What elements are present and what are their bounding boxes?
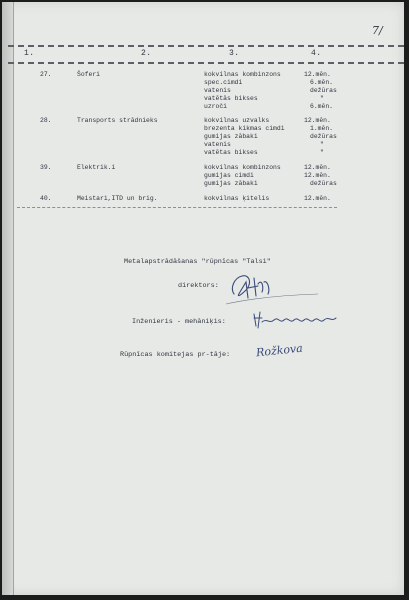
header-rule	[8, 62, 404, 64]
item-name: uzroči	[204, 103, 228, 110]
row-title: Šoferi	[77, 71, 101, 78]
binding-edge	[2, 2, 14, 595]
engineer-label: Inženieris - mehāniķis:	[132, 318, 226, 326]
item-name: vatētas bikses	[204, 149, 258, 156]
committee-label: Rūpnīcas komitejas pr-tāje:	[120, 351, 231, 359]
item-term: 6.mēn.	[310, 79, 334, 86]
item-name: vatētās bikses	[204, 95, 258, 102]
signature-flourish	[224, 292, 320, 306]
row-title: Meistari,ITD un brig.	[77, 195, 158, 202]
item-name: gumijas zābaki	[204, 180, 258, 187]
item-term: 1.mēn.	[310, 125, 334, 132]
item-term: 12.mēn.	[304, 164, 331, 171]
item-name: kokvilnas ķitelis	[204, 195, 270, 202]
row-title: Elektrik.i	[77, 164, 116, 171]
enterprise-line: Metalapstrādāšanas "rūpnīcas "Talsi"	[124, 258, 271, 266]
item-name: brezenta kikmas cimdi	[204, 125, 285, 132]
row-number: 27.	[40, 71, 52, 78]
item-name: kokvilnas kombinzons	[204, 71, 281, 78]
item-name: kokvilnas uzvalks	[204, 117, 270, 124]
column-header-3: 3.	[229, 49, 240, 58]
item-term: 12.mēn.	[304, 117, 331, 124]
column-header-4: 4.	[311, 49, 322, 58]
director-label: direktors:	[178, 282, 219, 290]
item-term: dežūras	[310, 180, 337, 187]
item-name: vatenis	[204, 141, 231, 148]
item-name: gumijas cimdi	[204, 172, 254, 179]
item-term: dežūras	[310, 87, 337, 94]
item-term: 12.mēn.	[304, 195, 331, 202]
top-rule	[8, 45, 404, 47]
item-term: dežūras	[310, 133, 337, 140]
row-number: 40.	[40, 195, 52, 202]
item-term: "	[320, 141, 324, 148]
item-term: 12.mēn.	[304, 71, 331, 78]
row-number: 28.	[40, 117, 52, 124]
page-number: 7/	[372, 24, 383, 37]
row-number: 39.	[40, 164, 52, 171]
item-name: vatenis	[204, 87, 231, 94]
engineer-signature	[250, 308, 342, 330]
table-bottom-rule	[17, 207, 337, 208]
item-name: kokvilnas kombinzons	[204, 164, 281, 171]
item-name: gumijas zābaki	[204, 133, 258, 140]
row-title: Transports strādnieks	[77, 117, 158, 124]
item-name: spec.cimdi	[204, 79, 243, 86]
column-header-1: 1.	[24, 49, 35, 58]
item-term: 6.mēn.	[310, 103, 334, 110]
document-page	[2, 2, 404, 595]
column-header-2: 2.	[141, 49, 152, 58]
committee-signature: Rožkova	[255, 341, 304, 360]
item-term: "	[320, 95, 324, 102]
item-term: "	[320, 149, 324, 156]
item-term: 12.mēn.	[304, 172, 331, 179]
